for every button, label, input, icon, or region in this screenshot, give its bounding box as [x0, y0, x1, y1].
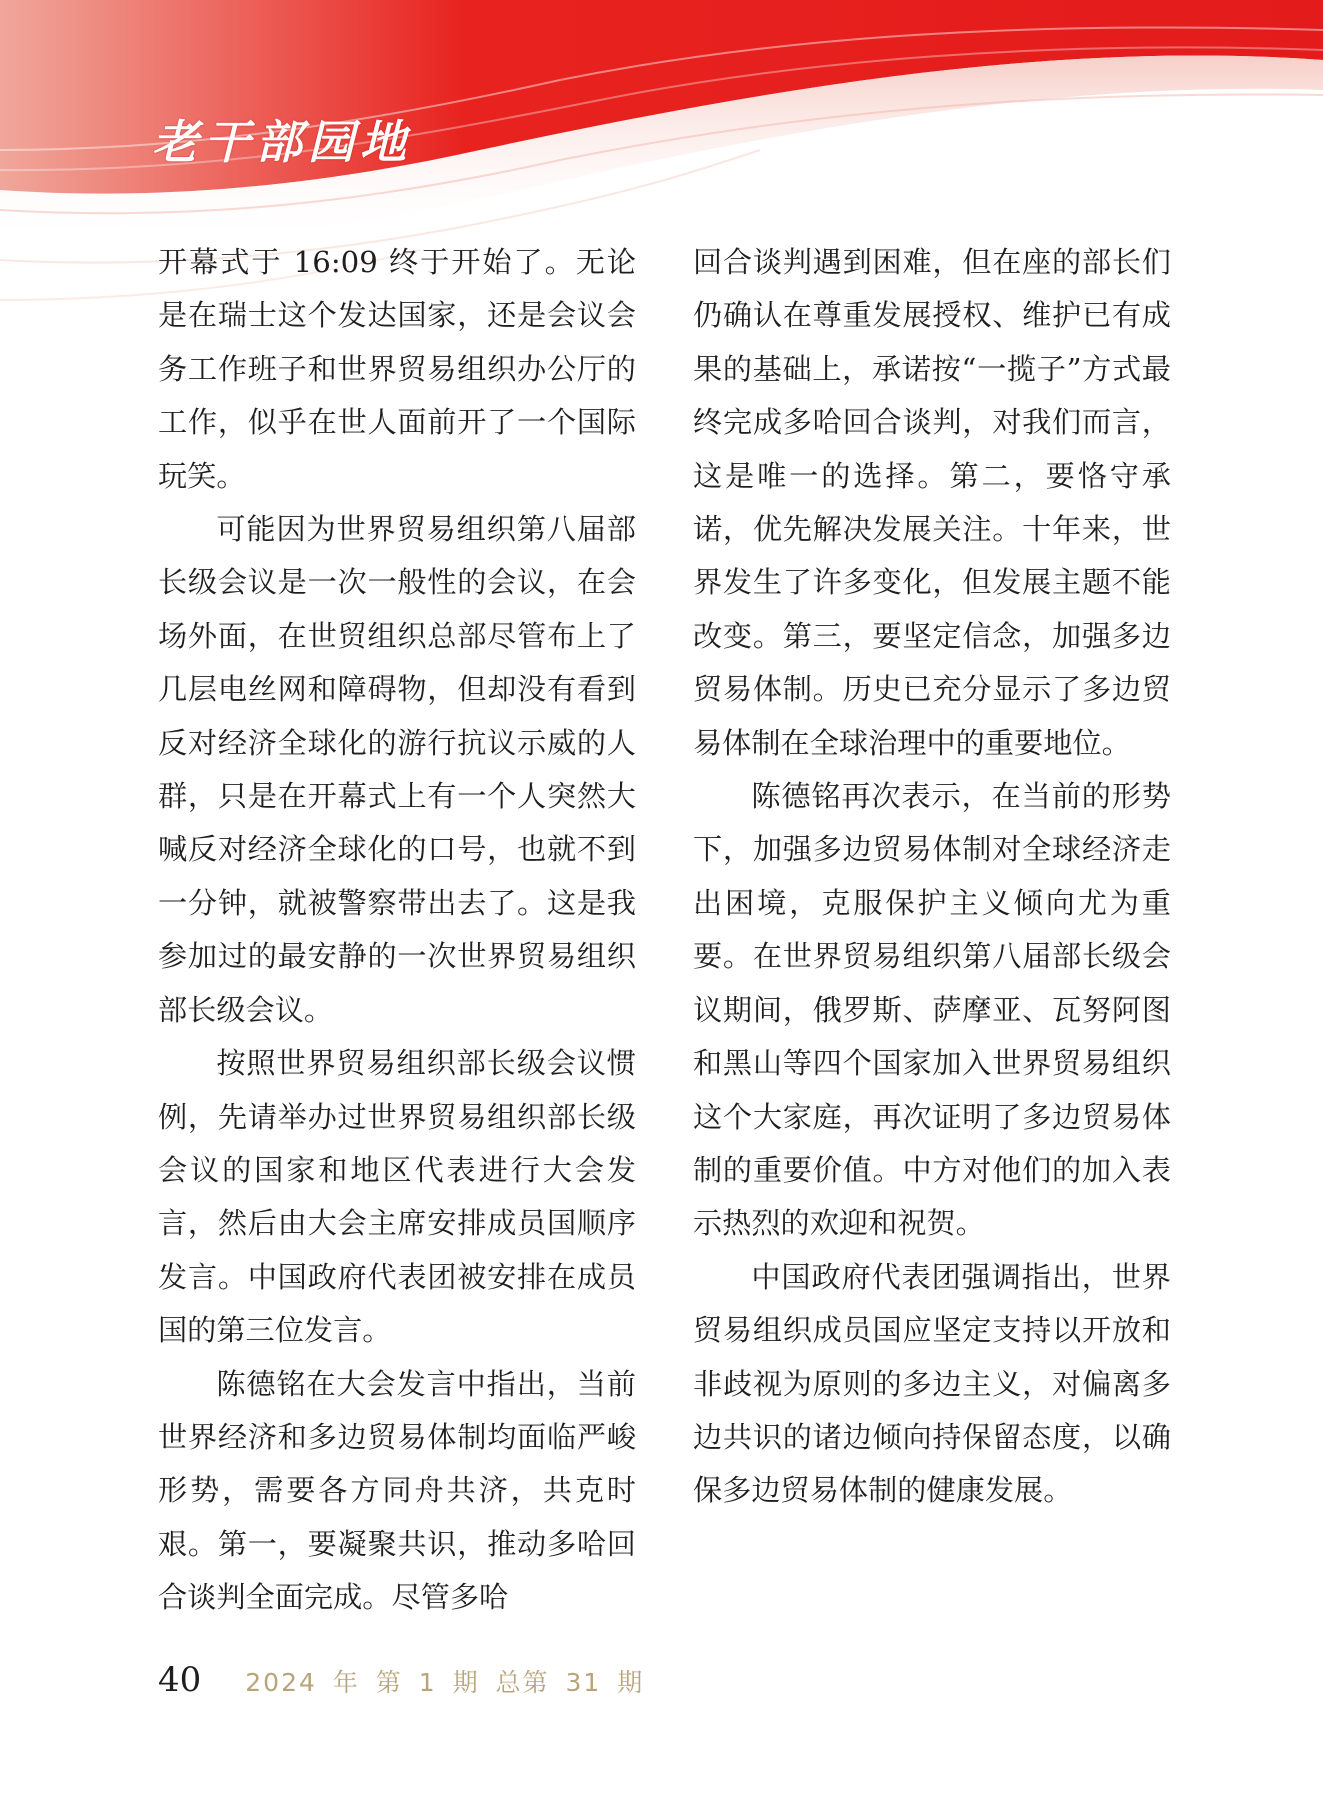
paragraph: 按照世界贸易组织部长级会议惯例，先请举办过世界贸易组织部长级会议的国家和地区代表进行大会发言，然后由大会主席安排成员国顺序发言。中国政府代表团被安排在成员国的第三位发言。 — [158, 1046, 636, 1348]
magazine-section-title: 老干部园地 — [152, 115, 412, 169]
page-footer — [158, 1660, 644, 1710]
paragraph: 回合谈判遇到困难，但在座的部长们仍确认在尊重发展授权、维护已有成果的基础上，承诺按“一揽子”方式最终完成多哈回合谈判，对我们而言，这是唯一的选择。第二，要恪守承诺，优先解决发展关注。十年来，世界发生了许多变化，但发展主题不能改变。第三，要坚定信念，加强多边贸易体制。历史已充分显示了多边贸易体制在全球治理中的重要地位。 — [693, 245, 1171, 760]
left-column — [158, 236, 636, 1625]
paragraph: 陈德铭在大会发言中指出，当前世界经济和多边贸易体制均面临严峻形势，需要各方同舟共济，共克时艰。第一，要凝聚共识，推动多哈回合谈判全面完成。尽管多哈 — [158, 1366, 636, 1615]
paragraph: 开幕式于 16:09 终于开始了。无论是在瑞士这个发达国家，还是会议会务工作班子和世界贸易组织办公厅的工作，似乎在世人面前开了一个国际玩笑。 — [158, 245, 636, 493]
right-column — [693, 236, 1171, 1518]
paragraph: 陈德铭再次表示，在当前的形势下，加强多边贸易体制对全球经济走出困境，克服保护主义倾向尤为重要。在世界贸易组织第八届部长级会议期间，俄罗斯、萨摩亚、瓦努阿图和黑山等四个国家加入世界贸易组织这个大家庭，再次证明了多边贸易体制的重要价值。中方对他们的加入表示热烈的欢迎和祝贺。 — [693, 779, 1171, 1241]
issue-info: 2024 年 第 1 期 总第 31 期 — [245, 1668, 645, 1697]
page-number: 40 — [158, 1660, 202, 1700]
paragraph: 中国政府代表团强调指出，世界贸易组织成员国应坚定支持以开放和非歧视为原则的多边主义，对偏离多边共识的诸边倾向持保留态度，以确保多边贸易体制的健康发展。 — [693, 1259, 1171, 1508]
paragraph: 可能因为世界贸易组织第八届部长级会议是一次一般性的会议，在会场外面，在世贸组织总部尽管布上了几层电丝网和障碍物，但却没有看到反对经济全球化的游行抗议示威的人群，只是在开幕式上有一个人突然大喊反对经济全球化的口号，也就不到一分钟，就被警察带出去了。这是我参加过的最安静的一次世界贸易组织部长级会议。 — [158, 512, 636, 1027]
